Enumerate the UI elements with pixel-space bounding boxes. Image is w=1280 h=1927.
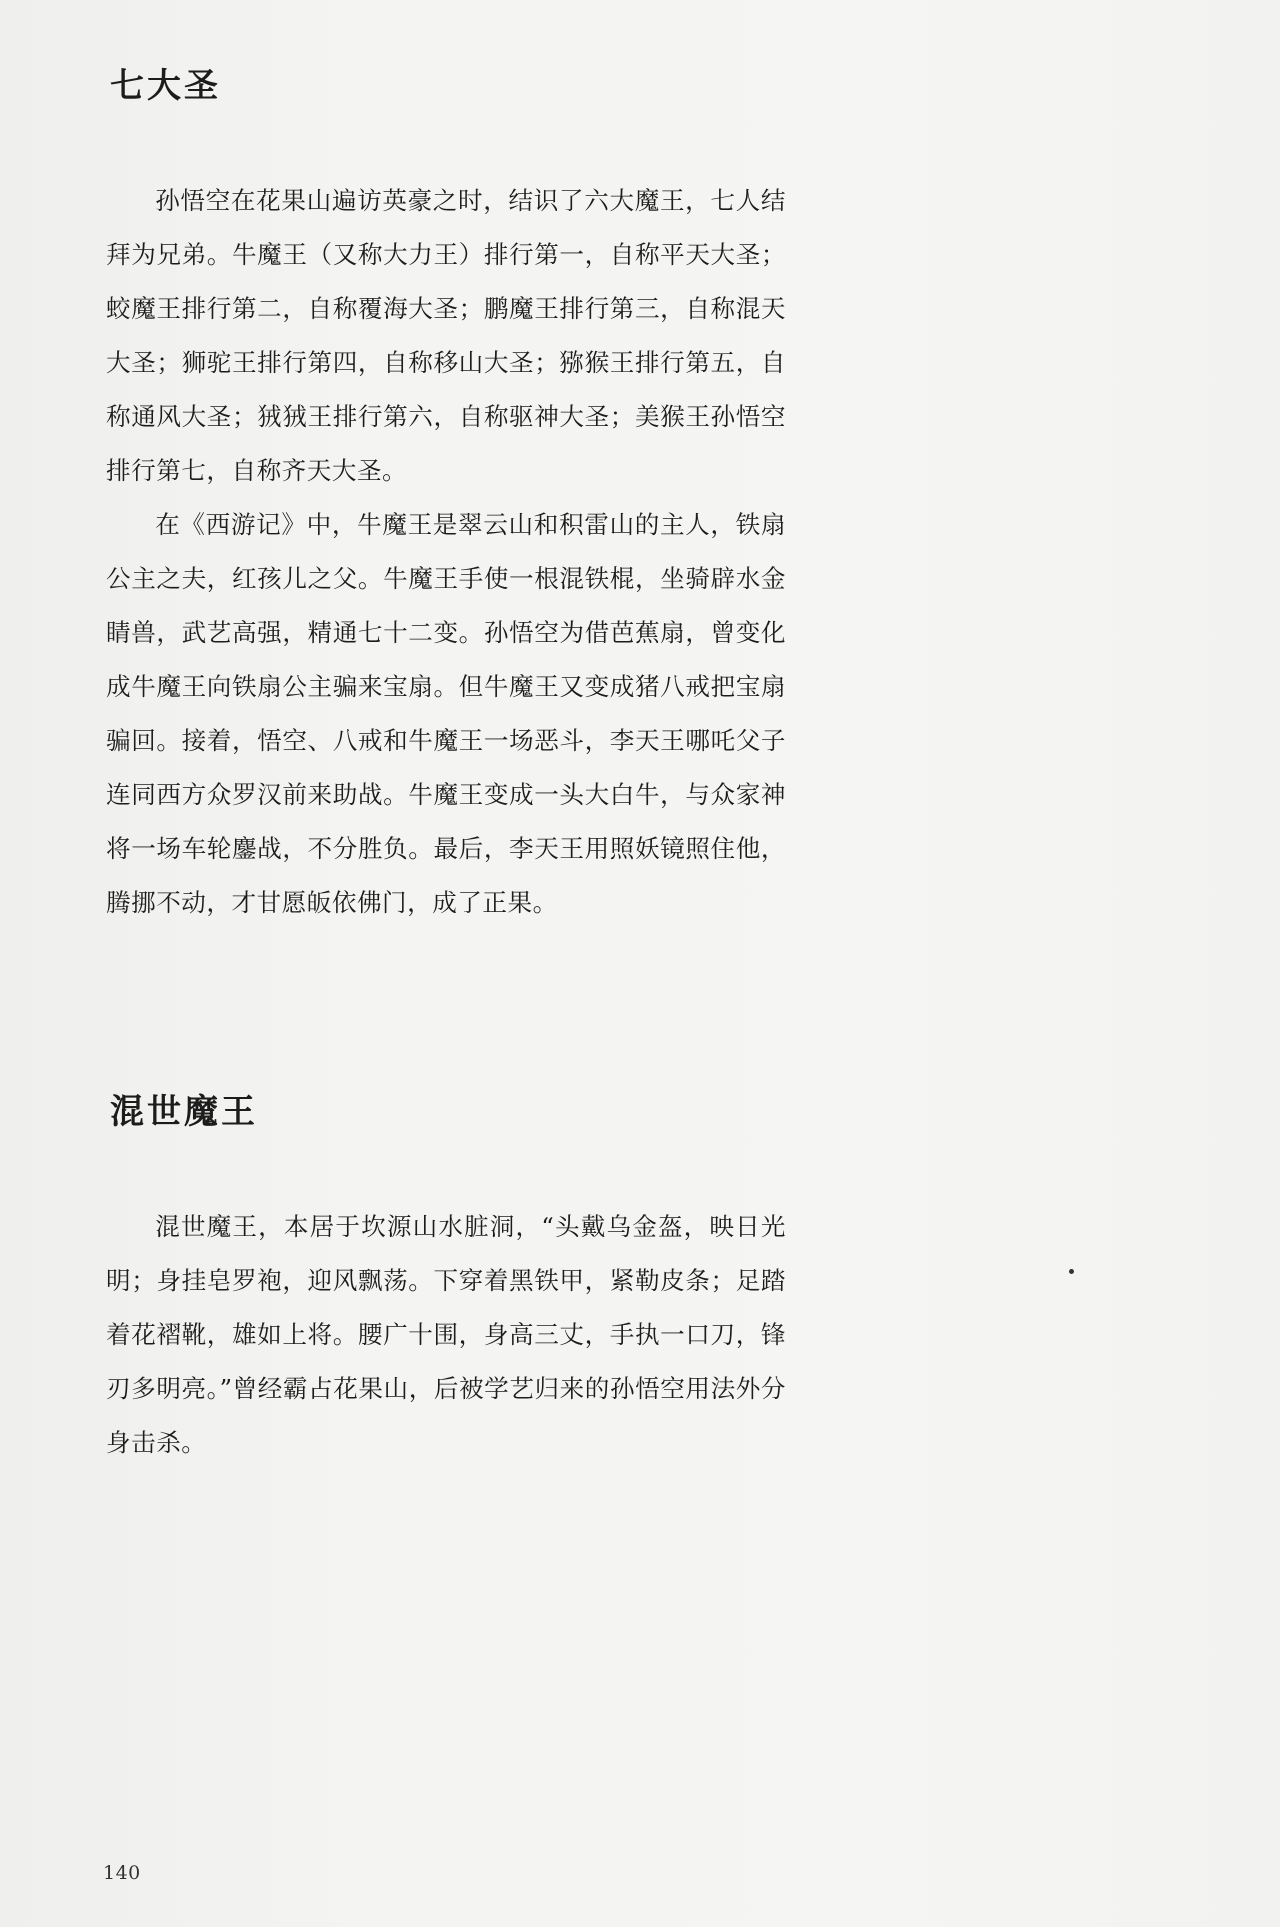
paragraph: 混世魔王，本居于坎源山水脏洞，“头戴乌金盔，映日光明；身挂皂罗袍，迎风飘荡。下穿着黑铁甲，紧勒皮条；足踏着花褶靴，雄如上将。腰广十围，身高三丈，手执一口刀，锋刃多明亮。”曾经霸占花果山，后被学艺归来的孙悟空用法外分身击杀。	[106, 1212, 786, 1457]
section-hunshi-demon-king	[106, 1082, 786, 1470]
print-speck	[1069, 1269, 1074, 1274]
section-title: 混世魔王	[110, 1092, 258, 1132]
page-number: 140	[103, 1862, 141, 1884]
section-title: 七大圣	[110, 66, 221, 106]
paragraph: 孙悟空在花果山遍访英豪之时，结识了六大魔王，七人结拜为兄弟。牛魔王（又称大力王）排行第一，自称平天大圣；蛟魔王排行第二，自称覆海大圣；鹏魔王排行第三，自称混天大圣；狮驼王排行第四，自称移山大圣；猕猴王排行第五，自称通风大圣；狨狨王排行第六，自称驱神大圣；美猴王孙悟空排行第七，自称齐天大圣。	[106, 186, 786, 485]
paragraph: 在《西游记》中，牛魔王是翠云山和积雷山的主人，铁扇公主之夫，红孩儿之父。牛魔王手使一根混铁棍，坐骑辟水金睛兽，武艺高强，精通七十二变。孙悟空为借芭蕉扇，曾变化成牛魔王向铁扇公主骗来宝扇。但牛魔王又变成猪八戒把宝扇骗回。接着，悟空、八戒和牛魔王一场恶斗，李天王哪吒父子连同西方众罗汉前来助战。牛魔王变成一头大白牛，与众家神将一场车轮鏖战，不分胜负。最后，李天王用照妖镜照住他，腾挪不动，才甘愿皈依佛门，成了正果。	[106, 510, 786, 917]
section-seven-great-sages	[106, 56, 786, 930]
